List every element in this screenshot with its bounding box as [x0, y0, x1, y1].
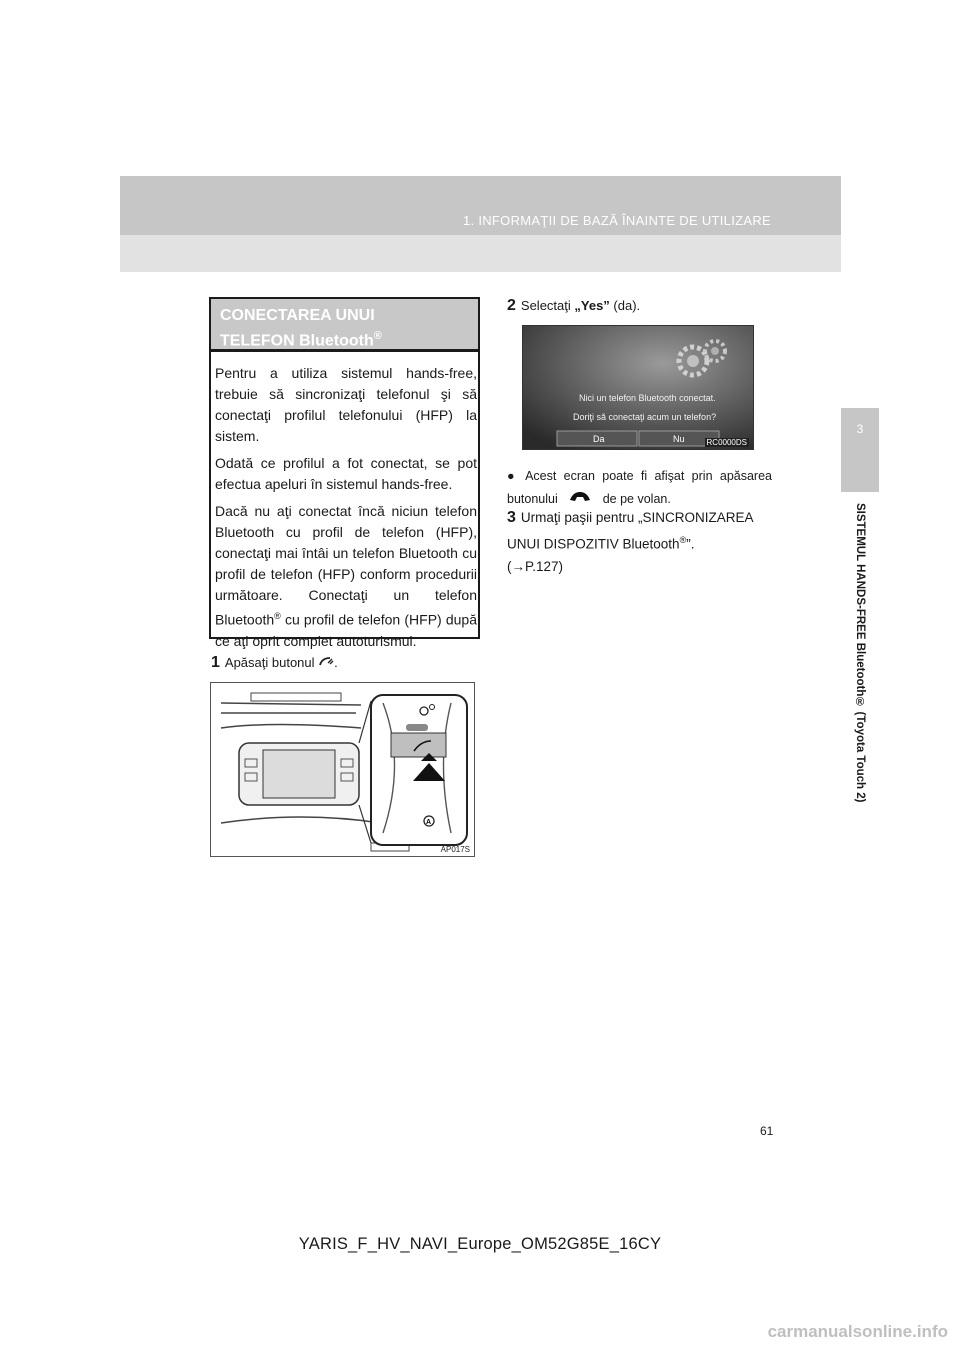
registered-mark: ®: [373, 330, 382, 342]
step-3-text: Urmaţi paşii pentru „SINCRONIZAREA UNUI DISPOZITIV Bluetooth: [507, 510, 753, 552]
phone-hook-icon: [318, 656, 334, 668]
registered-mark: ®: [679, 535, 687, 545]
phone-icon: [567, 489, 593, 505]
info-box-body: [215, 363, 477, 658]
screen-message-line1: Nici un telefon Bluetooth conectat.: [579, 393, 716, 403]
step-number: 2: [507, 297, 516, 314]
info-para-3a: Dacă nu aţi conectat încă niciun telefon Bluetooth cu profil de telefon (HFP), conectaţi mai întâi un telefon Bluetooth cu profil de telefon (HFP) conform procedurii următoare. Conectaţi un telefon Bluetooth: [215, 503, 477, 628]
chapter-side-tab: [841, 408, 879, 928]
step-end: .: [334, 655, 338, 670]
header-dark-strip: [120, 176, 841, 235]
registered-mark: ®: [274, 611, 281, 621]
info-box: [209, 297, 480, 649]
bullet-mark: ●: [507, 469, 519, 483]
page-number: 61: [760, 1124, 774, 1138]
step-2: [507, 297, 640, 315]
info-box-title: [220, 306, 470, 351]
info-para-3: [215, 501, 477, 652]
header-band: [120, 176, 841, 272]
dashboard-drawing: [211, 683, 475, 857]
info-para-3b: cu profil de telefon (HFP) după ce aţi oprit complet autoturismul.: [215, 611, 477, 649]
dashboard-illustration: [210, 682, 475, 857]
step-3-quote-end: ”.: [686, 536, 695, 552]
section-title: 1. INFORMAŢII DE BAZĂ ÎNAINTE DE UTILIZARE: [462, 213, 771, 228]
screen-illustration: [522, 325, 754, 450]
info-box-title-line2: TELEFON Bluetooth: [220, 332, 374, 350]
info-para-2: Odată ce profilul a fot conectat, se pot efectua apeluri în sistemul hands-free.: [215, 455, 477, 492]
chapter-title: SISTEMUL HANDS-FREE Bluetooth® (Toyota Touch 2): [854, 503, 866, 803]
chapter-tab-box: [841, 408, 879, 492]
note-bullet: [507, 465, 772, 511]
figure-code: RC0000DS: [706, 438, 747, 447]
step-3: [507, 507, 772, 578]
info-box-title-line1: CONECTAREA UNUI: [220, 307, 375, 324]
step-number: 1: [211, 654, 220, 671]
figure-code: AP017S: [440, 845, 470, 854]
step-number: 3: [507, 509, 516, 526]
page-reference[interactable]: (→P.127): [507, 558, 564, 574]
chapter-number: 3: [856, 422, 864, 436]
bullet-text-b: de pe volan.: [602, 492, 671, 506]
step-1: [211, 654, 338, 672]
document-footer: YARIS_F_HV_NAVI_Europe_OM52G85E_16CY: [298, 1235, 662, 1253]
step-text: Selectaţi: [520, 298, 575, 313]
screen-no-button[interactable]: Nu: [673, 434, 685, 444]
step-bold-yes: „Yes”: [574, 298, 610, 313]
step-text: Apăsaţi butonul: [224, 655, 315, 670]
info-para-1: Pentru a utiliza sistemul hands-free, trebuie să sincronizaţi telefonul şi să conectaţi profilul telefonului (HFP) la sistem.: [215, 365, 477, 444]
watermark: carmanualsonline.info: [767, 1322, 948, 1341]
screen-yes-button[interactable]: Da: [593, 434, 605, 444]
step-rest: (da).: [609, 298, 641, 313]
bullet-text-a: Acest ecran poate fi afişat prin apăsarea butonului: [507, 469, 772, 506]
screen-message-line2: Doriţi să conectaţi acum un telefon?: [573, 412, 717, 422]
callout-a-label: A: [426, 819, 432, 826]
screen-drawing: [523, 326, 754, 450]
info-box-header: [211, 299, 478, 352]
